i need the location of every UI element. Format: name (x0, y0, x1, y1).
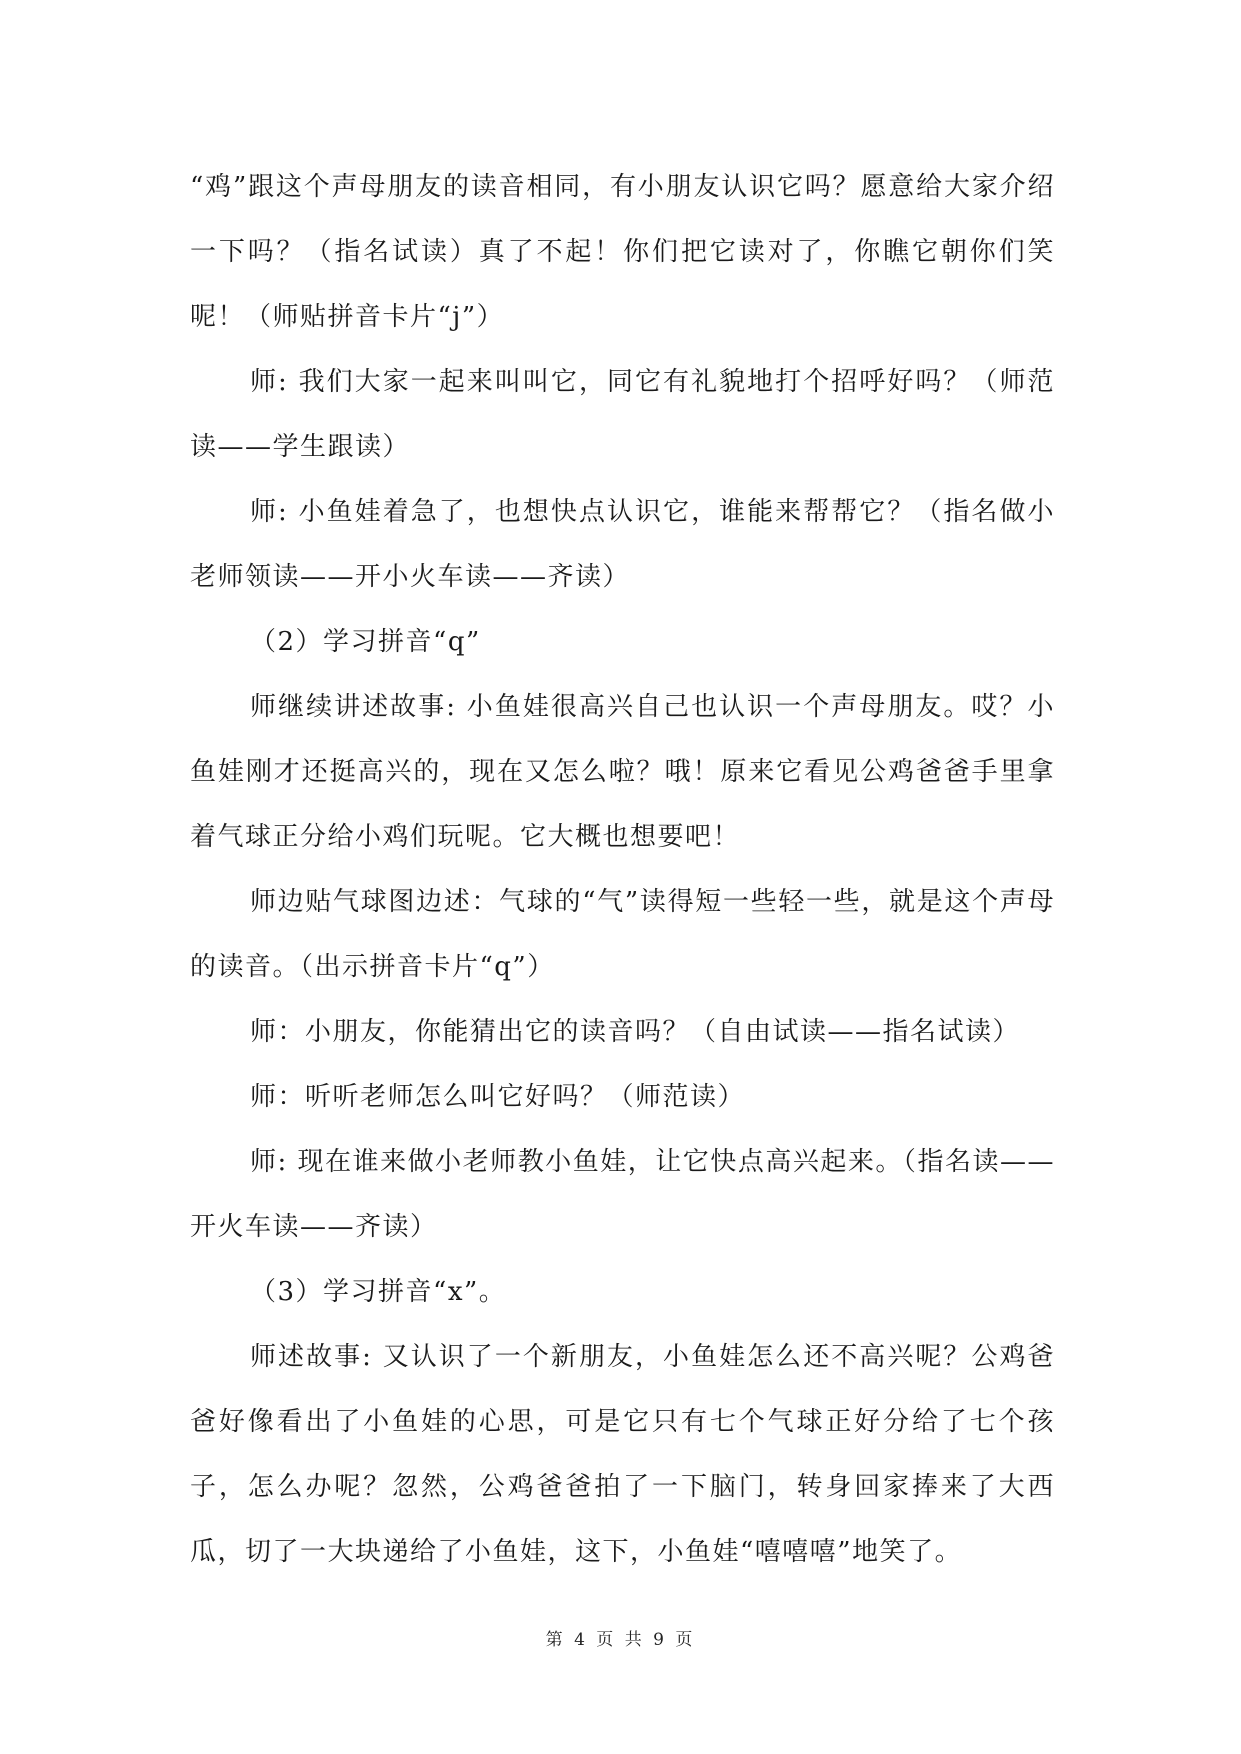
paragraph-2: 师: 我们大家一起来叫叫它，同它有礼貌地打个招呼好吗？（师范读——学生跟读） (190, 367, 1055, 462)
section-heading-q: （2）学习拼音“q” (250, 627, 481, 657)
section-heading-x: （3）学习拼音“x”。 (250, 1277, 507, 1307)
paragraph-9: 师述故事: 又认识了一个新朋友，小鱼娃怎么还不高兴呢？公鸡爸爸好像看出了小鱼娃的心思，可是它只有七个气球正好分给了七个孩子，怎么办呢？忽然，公鸡爸爸拍了一下脑门，转身回家捧来了大西瓜，切了一大块递给了小鱼娃，这下，小鱼娃“嘻嘻嘻”地笑了。 (190, 1342, 1055, 1567)
paragraph-1: “鸡”跟这个声母朋友的读音相同，有小朋友认识它吗？愿意给大家介绍一下吗？（指名试读）真了不起！你们把它读对了，你瞧它朝你们笑呢！（师贴拼音卡片“j”） (190, 172, 1055, 332)
page-body (190, 155, 1055, 1585)
paragraph-4: 师继续讲述故事: 小鱼娃很高兴自己也认识一个声母朋友。哎？小鱼娃刚才还挺高兴的，现在又怎么啦？哦！原来它看见公鸡爸爸手里拿着气球正分给小鸡们玩呢。它大概也想要吧！ (190, 692, 1055, 852)
paragraph-6: 师：小朋友，你能猜出它的读音吗？（自由试读——指名试读） (250, 1017, 1021, 1047)
page-footer: 第 4 页 共 9 页 (545, 1630, 696, 1650)
paragraph-3: 师: 小鱼娃着急了，也想快点认识它，谁能来帮帮它？（指名做小老师领读——开小火车读——齐读） (190, 497, 1055, 592)
paragraph-5: 师边贴气球图边述：气球的“气”读得短一些轻一些，就是这个声母的读音。（出示拼音卡片“q”） (190, 887, 1055, 982)
paragraph-7: 师：听听老师怎么叫它好吗？（师范读） (250, 1082, 746, 1112)
paragraph-8: 师: 现在谁来做小老师教小鱼娃，让它快点高兴起来。（指名读——开火车读——齐读） (190, 1147, 1055, 1242)
